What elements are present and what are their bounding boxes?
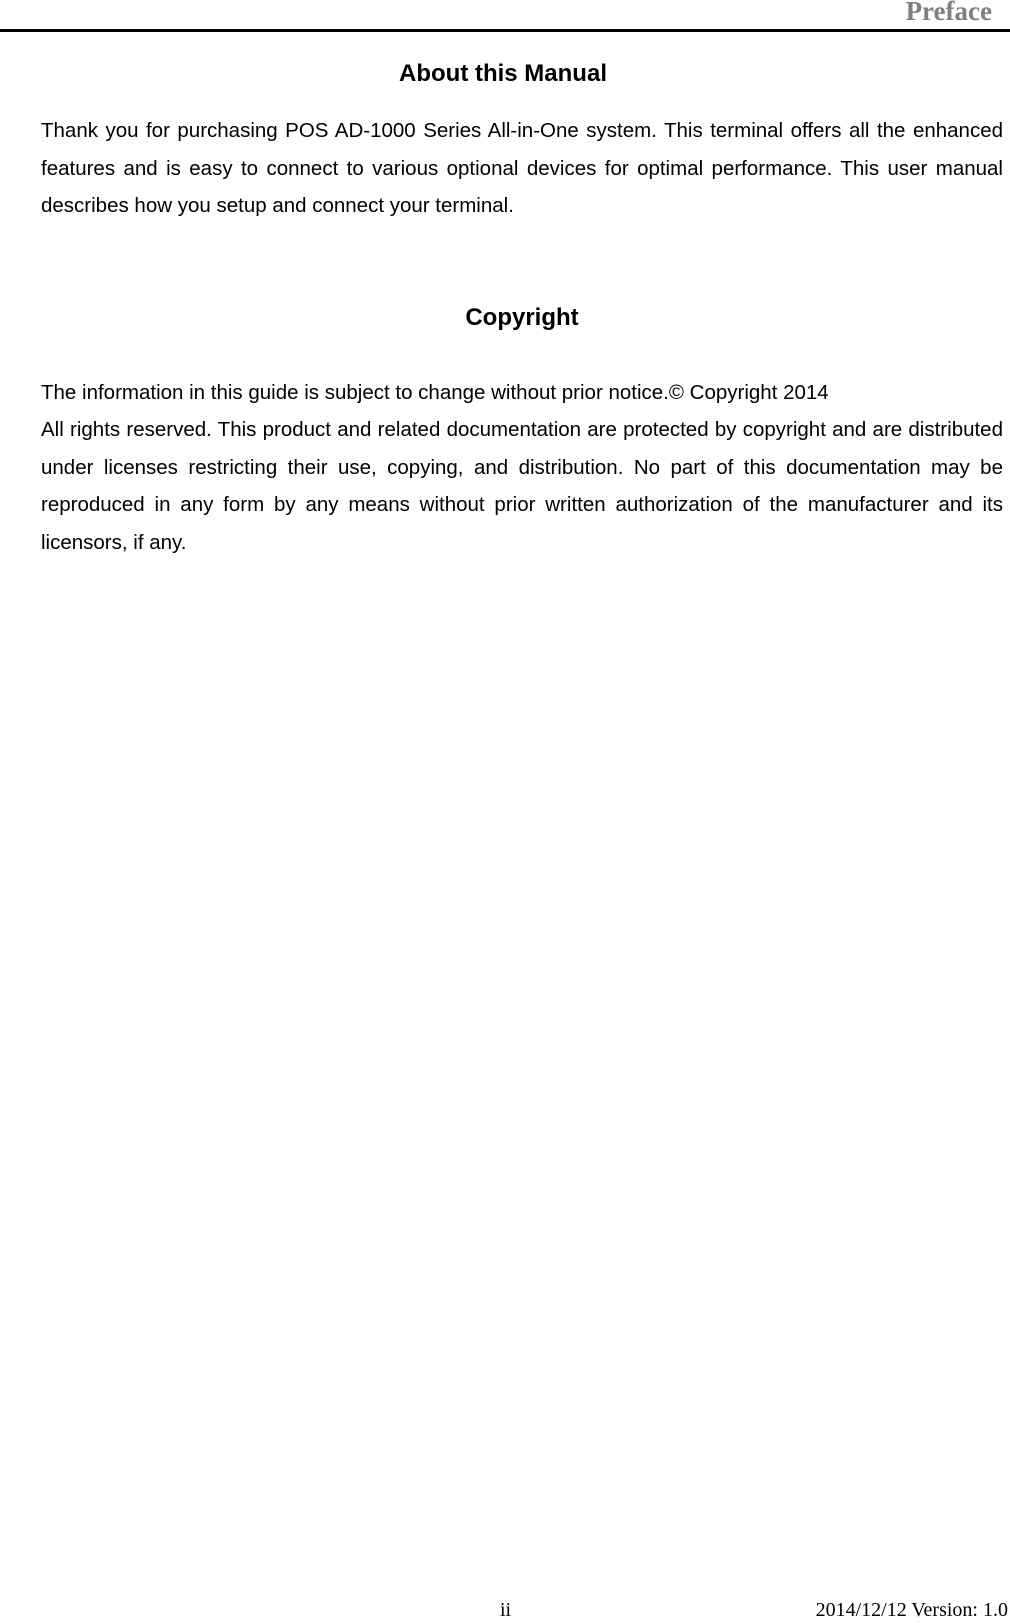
copyright-heading: Copyright: [465, 304, 579, 331]
page-footer: [0, 1598, 1010, 1623]
copyright-notice: The information in this guide is subject to change without prior notice.© Copyright 2014: [41, 381, 829, 404]
about-manual-paragraph: Thank you for purchasing POS AD-1000 Series All-in-One system. This terminal offers all the enhanced features and is easy to connect to various optional devices for optimal performance. This user manual describes how you setup and connect your terminal.: [41, 119, 1003, 217]
page-header: [0, 0, 1010, 30]
page-number: ii: [500, 1599, 512, 1621]
header-title: Preface: [905, 0, 992, 26]
header-rule: [0, 29, 1010, 32]
rights-paragraph: All rights reserved. This product and related documentation are protected by copyright and are distributed under licenses restricting their use, copying, and distribution. No part of this documentation may be reproduced in any form by any means without prior written authorization of the manufacturer and its licensors, if any.: [41, 418, 1003, 554]
about-manual-heading: About this Manual: [399, 60, 607, 87]
date-version: 2014/12/12 Version: 1.0: [815, 1599, 1008, 1621]
